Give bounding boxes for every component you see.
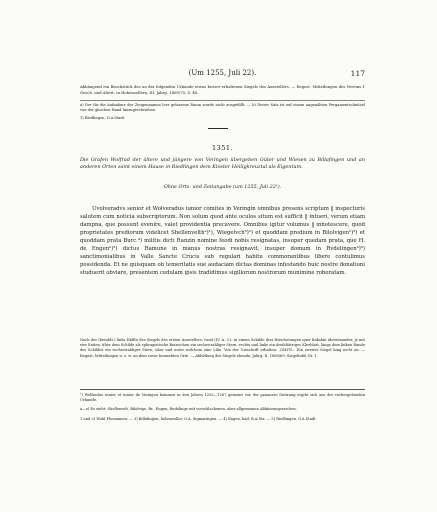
seal-description [80, 338, 365, 359]
seal-note: Abbängend ein Bruchstück des an der folgenden Urkunde etwas besser erhaltenen Siegels des Ausstellers. — Regest: Mitteilungen des Vereins f. Gesch. und Altert. in Hohenzollern, III. Jahrg. 1869/70, S. 48. [80, 84, 365, 95]
footnote-divider [80, 389, 365, 390]
footnote-1: 1) Riedlingen, O.A.Stadt. [80, 115, 126, 120]
document-number: 1351. [211, 144, 234, 152]
footnote-a: a) Der für die Aufnahme der Zeugennamen leer gelassene Raum wurde nicht ausgefüllt. — b) Dieser Satz ist auf einem angenähten Pergamentschnitzel von der gleichen Hand hinzugeschrieben. [80, 102, 365, 112]
footnotes [80, 393, 365, 422]
document-title: Die Grafen Wolfrad der ältere und jüngere von Veringen übergeben Güter und Wiesen zu Billafingen und an anderen Orten samt einem Hause in Riedlingen dem Kloster Heiligkreuztal als Eigentum. [80, 157, 365, 170]
note-divider [80, 100, 365, 101]
section-divider [208, 128, 228, 129]
page-header [80, 67, 365, 79]
footnote-dating: ¹) Wolfradus senior et iunior de Veringen kommen in den Jahren 1252—1267 gemeint vor, die genauere Datirung ergibt sich aus der vorhergehenden Urkunde. [80, 393, 365, 403]
seal-description-text: Nach der (beraldt.) links Hälfte des Siegels des ersten Ausstellers, rund (IV. A. 3.): in einem Schilde drei Hirschstangen quer linkshin übereinander, je mit vier Enden, über dem Schilde als sphragistische Beizeichen ein sechsstrahliger Stern, rechts und links ein dreiblättriges Kleeblatt, längs dem linken Rande des Schildes ein sechsstrahliger Stern, über und unter welchem eine Lilie. Von der Umschrift erhalten: .OMITI... Ein zweites Siegel hing nicht an. — Regest: Mitteilungen u. s. w. an dem zuvor bemerkten Orte. — Abbildung des Siegels ebenda, Jahrg. II. 1868/69, Siegeltafel Nr. 1. [80, 338, 365, 358]
running-title: (Um 1255, Juli 22). [188, 69, 257, 77]
footnote-places: 1 und 2) Wohl Fluenamen. — 3) Billafingen, hohenzoller. O.A. Sigmaringen. — 4) Engen, bad. B.A.Stz. — 5) Riedlingen, O.A.Stadt. [80, 416, 317, 421]
footnote-spellings: a—e) Es steht: Shellenvelt, Bilolvige, Br., Engen, Rvdelinge mit vorschlechenen, aber allgemeinen Abkürzungszeichen. [80, 407, 297, 412]
document-date: Ohne Orts- und Zeitangabe (um 1255, Juli 22¹). [163, 184, 282, 190]
previous-document-notes [80, 84, 365, 121]
document-body: Uvolveradvs senior et Wolveradus iunior comites in Veringin omnibus presens scriptum ‖ inspecturis salutem cum noticia subscriptorum. Non solum quod ante oculos situm est sufficit ‖ intueri, verum etiam dampna, que possunt evenire, valet providentia precavere. Omnibus igitur volumus ‖ innotescere, quod proprietates prediorum videlicet Shellenvelthᵃ)¹), Wiegelvchᵇ)²) et quoddam predium in Bilolvigenᵇ)³) et quoddam prata Burc.⁴) militis dicti Ranzin nomine feodi nobis resignatas, insuper quedam prata, que H. de Engenᵇ)⁵) dictus Ramune in manus nostras resignavit, insuper domum in Rvdelingenᵇ)⁶) sanctimonialibus in Valle Sancte Crucis sub regulari habitu commorantibus libere contulimus possidenda. Et ne quisquam ob temeritatis sue audaciam dictas dominas infestando huic nostre donationi studuerit obviare, presentem cedulam ipsis tradidimus sigillorum nostrorum munimine roboratam. [80, 206, 365, 276]
page-number: 117 [350, 68, 365, 78]
